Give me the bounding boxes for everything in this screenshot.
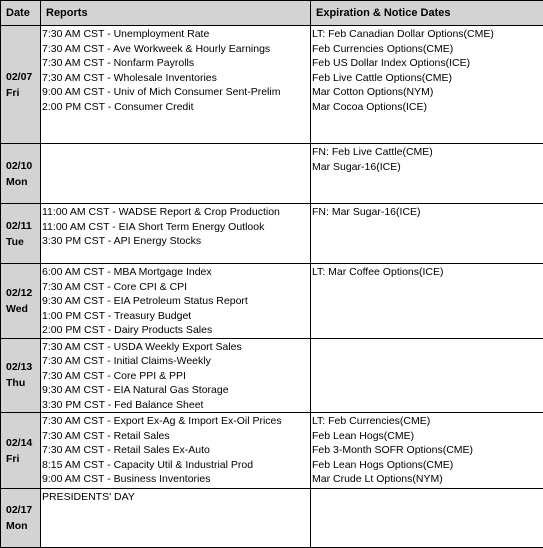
expiration-item: Feb US Dollar Index Options(ICE) bbox=[312, 56, 543, 71]
reports-cell bbox=[41, 413, 311, 489]
report-item: PRESIDENTS' DAY bbox=[42, 490, 310, 505]
report-item: 7:30 AM CST - Ave Workweek & Hourly Earnings bbox=[42, 42, 310, 57]
date-cell bbox=[1, 204, 41, 264]
table-row bbox=[1, 144, 543, 204]
report-item: 2:00 PM CST - Consumer Credit bbox=[42, 100, 310, 115]
table-row bbox=[1, 338, 543, 413]
report-item: 7:30 AM CST - Core PPI & PPI bbox=[42, 369, 310, 384]
date-label: 02/11 bbox=[6, 218, 40, 234]
expiration-item: Mar Cotton Options(NYM) bbox=[312, 85, 543, 100]
expiration-item: LT: Feb Canadian Dollar Options(CME) bbox=[312, 27, 543, 42]
date-column-header: Date bbox=[1, 1, 41, 26]
date-label: 02/13 bbox=[6, 359, 40, 375]
report-item: 9:00 AM CST - Univ of Mich Consumer Sent-Prelim bbox=[42, 85, 310, 100]
expiration-item: Feb Live Cattle Options(CME) bbox=[312, 71, 543, 86]
date-cell bbox=[1, 264, 41, 339]
report-item: 11:00 AM CST - WADSE Report & Crop Production bbox=[42, 205, 310, 220]
expiration-item: Feb Lean Hogs(CME) bbox=[312, 429, 543, 444]
reports-cell bbox=[41, 144, 311, 204]
table-row bbox=[1, 413, 543, 489]
date-cell bbox=[1, 413, 41, 489]
expirations-cell bbox=[311, 144, 543, 204]
expiration-item: Feb Lean Hogs Options(CME) bbox=[312, 458, 543, 473]
date-cell bbox=[1, 26, 41, 144]
report-item: 7:30 AM CST - USDA Weekly Export Sales bbox=[42, 340, 310, 355]
reports-cell bbox=[41, 338, 311, 413]
report-item: 6:00 AM CST - MBA Mortgage Index bbox=[42, 265, 310, 280]
date-label: 02/10 bbox=[6, 158, 40, 174]
report-item: 7:30 AM CST - Retail Sales bbox=[42, 429, 310, 444]
date-label: 02/17 bbox=[6, 502, 40, 518]
expiration-item: Mar Sugar-16(ICE) bbox=[312, 160, 543, 175]
expiration-item: Feb 3-Month SOFR Options(CME) bbox=[312, 443, 543, 458]
date-label: 02/12 bbox=[6, 285, 40, 301]
date-cell bbox=[1, 338, 41, 413]
report-item: 7:30 AM CST - Core CPI & CPI bbox=[42, 280, 310, 295]
report-item: 7:30 AM CST - Unemployment Rate bbox=[42, 27, 310, 42]
day-label: Fri bbox=[6, 85, 40, 101]
reports-column-header: Reports bbox=[41, 1, 311, 26]
date-label: 02/07 bbox=[6, 69, 40, 85]
date-cell bbox=[1, 489, 41, 548]
expirations-cell bbox=[311, 413, 543, 489]
expiration-item: FN: Mar Sugar-16(ICE) bbox=[312, 205, 543, 220]
report-item: 7:30 AM CST - Wholesale Inventories bbox=[42, 71, 310, 86]
report-item: 9:00 AM CST - Business Inventories bbox=[42, 472, 310, 487]
expirations-cell bbox=[311, 489, 543, 548]
header-row bbox=[1, 1, 543, 26]
expirations-cell bbox=[311, 264, 543, 339]
date-cell bbox=[1, 144, 41, 204]
table-row bbox=[1, 264, 543, 339]
report-item: 7:30 AM CST - Export Ex-Ag & Import Ex-Oil Prices bbox=[42, 414, 310, 429]
table-row bbox=[1, 204, 543, 264]
report-item: 9:30 AM CST - EIA Natural Gas Storage bbox=[42, 383, 310, 398]
report-item: 2:00 PM CST - Dairy Products Sales bbox=[42, 323, 310, 338]
table-row bbox=[1, 489, 543, 548]
report-item: 3:30 PM CST - API Energy Stocks bbox=[42, 234, 310, 249]
date-label: 02/14 bbox=[6, 435, 40, 451]
report-item: 7:30 AM CST - Initial Claims-Weekly bbox=[42, 354, 310, 369]
reports-cell bbox=[41, 489, 311, 548]
report-item: 7:30 AM CST - Retail Sales Ex-Auto bbox=[42, 443, 310, 458]
reports-cell bbox=[41, 204, 311, 264]
expirations-cell bbox=[311, 26, 543, 144]
expiration-item: Mar Cocoa Options(ICE) bbox=[312, 100, 543, 115]
expiration-item: FN: Feb Live Cattle(CME) bbox=[312, 145, 543, 160]
expiration-item: LT: Mar Coffee Options(ICE) bbox=[312, 265, 543, 280]
day-label: Wed bbox=[6, 301, 40, 317]
day-label: Mon bbox=[6, 174, 40, 190]
report-item: 8:15 AM CST - Capacity Util & Industrial Prod bbox=[42, 458, 310, 473]
report-item: 1:00 PM CST - Treasury Budget bbox=[42, 309, 310, 324]
report-item: 9:30 AM CST - EIA Petroleum Status Report bbox=[42, 294, 310, 309]
day-label: Mon bbox=[6, 518, 40, 534]
schedule-body bbox=[1, 26, 543, 548]
expirations-cell bbox=[311, 204, 543, 264]
report-item: 3:30 PM CST - Fed Balance Sheet bbox=[42, 398, 310, 413]
reports-cell bbox=[41, 26, 311, 144]
report-item: 7:30 AM CST - Nonfarm Payrolls bbox=[42, 56, 310, 71]
day-label: Fri bbox=[6, 451, 40, 467]
expiration-item: LT: Feb Currencies(CME) bbox=[312, 414, 543, 429]
table-row bbox=[1, 26, 543, 144]
expiration-item: Mar Crude Lt Options(NYM) bbox=[312, 472, 543, 487]
report-item: 11:00 AM CST - EIA Short Term Energy Outlook bbox=[42, 220, 310, 235]
day-label: Thu bbox=[6, 375, 40, 391]
day-label: Tue bbox=[6, 234, 40, 250]
expiration-item: Feb Currencies Options(CME) bbox=[312, 42, 543, 57]
expiration-column-header: Expiration & Notice Dates bbox=[311, 1, 543, 26]
reports-cell bbox=[41, 264, 311, 339]
expirations-cell bbox=[311, 338, 543, 413]
